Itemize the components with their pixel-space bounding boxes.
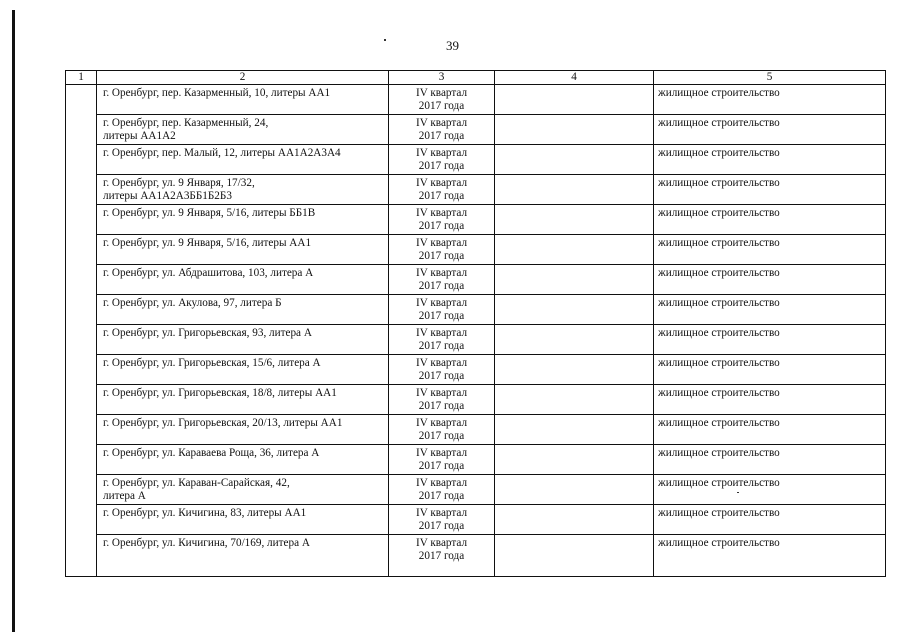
- period-quarter: IV квартал: [415, 207, 468, 219]
- period-year: 2017 года: [418, 339, 465, 352]
- period-quarter: IV квартал: [415, 387, 468, 399]
- purpose-cell: жилищное строительство: [654, 385, 886, 415]
- table-row: [66, 355, 886, 385]
- period-cell: [389, 505, 495, 535]
- column-header-3: 3: [389, 71, 495, 85]
- period-year: 2017 года: [418, 219, 465, 232]
- note-cell: [495, 265, 654, 295]
- purpose-cell: жилищное строительство: [654, 265, 886, 295]
- address-cell: г. Оренбург, ул. Абдрашитова, 103, литера А: [97, 265, 389, 295]
- address-cell: г. Оренбург, пер. Казарменный, 10, литеры АА1: [97, 85, 389, 115]
- address-cell: г. Оренбург, ул. Караван-Сарайская, 42, литера А: [97, 475, 389, 505]
- period-year: 2017 года: [418, 369, 465, 382]
- note-cell: [495, 445, 654, 475]
- period-year: 2017 года: [418, 489, 465, 502]
- note-cell: [495, 355, 654, 385]
- table-row: [66, 415, 886, 445]
- left-margin-rule: [12, 10, 15, 632]
- period-quarter: IV квартал: [415, 297, 468, 309]
- purpose-cell: жилищное строительство: [654, 175, 886, 205]
- table-row: [66, 145, 886, 175]
- column-header-1: 1: [66, 71, 97, 85]
- address-cell: г. Оренбург, ул. Акулова, 97, литера Б: [97, 295, 389, 325]
- address-cell: г. Оренбург, пер. Малый, 12, литеры АА1А2А3А4: [97, 145, 389, 175]
- purpose-cell: жилищное строительство: [654, 85, 886, 115]
- period-year: 2017 года: [418, 549, 465, 562]
- period-cell: [389, 445, 495, 475]
- column-header-5: 5: [654, 71, 886, 85]
- table-row: [66, 385, 886, 415]
- address-cell: г. Оренбург, ул. Григорьевская, 15/6, литера А: [97, 355, 389, 385]
- period-quarter: IV квартал: [415, 237, 468, 249]
- period-cell: [389, 415, 495, 445]
- address-cell: г. Оренбург, ул. Кичигина, 83, литеры АА1: [97, 505, 389, 535]
- column-1-merged-cell: [66, 85, 97, 577]
- address-cell: г. Оренбург, ул. Григорьевская, 18/8, литеры АА1: [97, 385, 389, 415]
- period-quarter: IV квартал: [415, 507, 468, 519]
- property-table: [65, 70, 886, 577]
- address-cell: г. Оренбург, ул. 9 Января, 5/16, литеры АА1: [97, 235, 389, 265]
- period-cell: [389, 325, 495, 355]
- period-cell: [389, 265, 495, 295]
- purpose-cell: жилищное строительство: [654, 295, 886, 325]
- note-cell: [495, 505, 654, 535]
- period-quarter: IV квартал: [415, 87, 468, 99]
- table-row: [66, 325, 886, 355]
- purpose-cell: жилищное строительство: [654, 355, 886, 385]
- period-cell: [389, 385, 495, 415]
- period-cell: [389, 355, 495, 385]
- note-cell: [495, 385, 654, 415]
- period-quarter: IV квартал: [415, 447, 468, 459]
- purpose-cell: жилищное строительство: [654, 445, 886, 475]
- period-year: 2017 года: [418, 129, 465, 142]
- table-header-row: [66, 71, 886, 85]
- purpose-cell: жилищное строительство: [654, 145, 886, 175]
- note-cell: [495, 175, 654, 205]
- period-year: 2017 года: [418, 159, 465, 172]
- period-quarter: IV квартал: [415, 147, 468, 159]
- note-cell: [495, 325, 654, 355]
- address-cell: г. Оренбург, ул. Кичигина, 70/169, литера А: [97, 535, 389, 577]
- period-quarter: IV квартал: [415, 537, 468, 549]
- period-cell: [389, 175, 495, 205]
- purpose-cell: жилищное строительство: [654, 115, 886, 145]
- table-row: [66, 265, 886, 295]
- period-cell: [389, 295, 495, 325]
- column-header-2: 2: [97, 71, 389, 85]
- period-cell: [389, 205, 495, 235]
- purpose-cell: жилищное строительство: [654, 415, 886, 445]
- table-row: [66, 205, 886, 235]
- period-year: 2017 года: [418, 429, 465, 442]
- note-cell: [495, 115, 654, 145]
- note-cell: [495, 235, 654, 265]
- address-cell: г. Оренбург, ул. 9 Января, 17/32, литеры АА1А2А3ББ1Б2Б3: [97, 175, 389, 205]
- note-cell: [495, 145, 654, 175]
- table-row: [66, 535, 886, 577]
- table-row: [66, 475, 886, 505]
- purpose-cell: жилищное строительство: [654, 505, 886, 535]
- page-number: 39: [446, 38, 459, 53]
- address-cell: г. Оренбург, ул. Григорьевская, 93, литера А: [97, 325, 389, 355]
- note-cell: [495, 415, 654, 445]
- period-quarter: IV квартал: [415, 357, 468, 369]
- period-quarter: IV квартал: [415, 177, 468, 189]
- purpose-cell: жилищное строительство: [654, 325, 886, 355]
- period-cell: [389, 145, 495, 175]
- address-cell: г. Оренбург, ул. Григорьевская, 20/13, литеры АА1: [97, 415, 389, 445]
- purpose-cell: жилищное строительство: [654, 535, 886, 577]
- table-row: [66, 295, 886, 325]
- period-cell: [389, 475, 495, 505]
- period-quarter: IV квартал: [415, 327, 468, 339]
- table-row: [66, 505, 886, 535]
- period-cell: [389, 535, 495, 577]
- period-year: 2017 года: [418, 189, 465, 202]
- table-row: [66, 235, 886, 265]
- address-cell: г. Оренбург, ул. 9 Января, 5/16, литеры ББ1В: [97, 205, 389, 235]
- table-row: [66, 115, 886, 145]
- period-year: 2017 года: [418, 279, 465, 292]
- period-year: 2017 года: [418, 519, 465, 532]
- purpose-cell: жилищное строительство: [654, 235, 886, 265]
- column-header-4: 4: [495, 71, 654, 85]
- note-cell: [495, 205, 654, 235]
- table-row: [66, 85, 886, 115]
- note-cell: [495, 85, 654, 115]
- period-cell: [389, 235, 495, 265]
- period-year: 2017 года: [418, 309, 465, 322]
- period-quarter: IV квартал: [415, 477, 468, 489]
- purpose-cell: жилищное строительство: [654, 205, 886, 235]
- note-cell: [495, 295, 654, 325]
- note-cell: [495, 535, 654, 577]
- address-cell: г. Оренбург, пер. Казарменный, 24, литеры АА1А2: [97, 115, 389, 145]
- period-year: 2017 года: [418, 399, 465, 412]
- table-row: [66, 175, 886, 205]
- period-cell: [389, 115, 495, 145]
- period-year: 2017 года: [418, 99, 465, 112]
- period-quarter: IV квартал: [415, 267, 468, 279]
- period-year: 2017 года: [418, 459, 465, 472]
- period-year: 2017 года: [418, 249, 465, 262]
- note-cell: [495, 475, 654, 505]
- purpose-cell: жилищное строительство: [654, 475, 886, 505]
- table-body: [66, 85, 886, 577]
- period-cell: [389, 85, 495, 115]
- period-quarter: IV квартал: [415, 117, 468, 129]
- table-row: [66, 445, 886, 475]
- address-cell: г. Оренбург, ул. Караваева Роща, 36, литера А: [97, 445, 389, 475]
- period-quarter: IV квартал: [415, 417, 468, 429]
